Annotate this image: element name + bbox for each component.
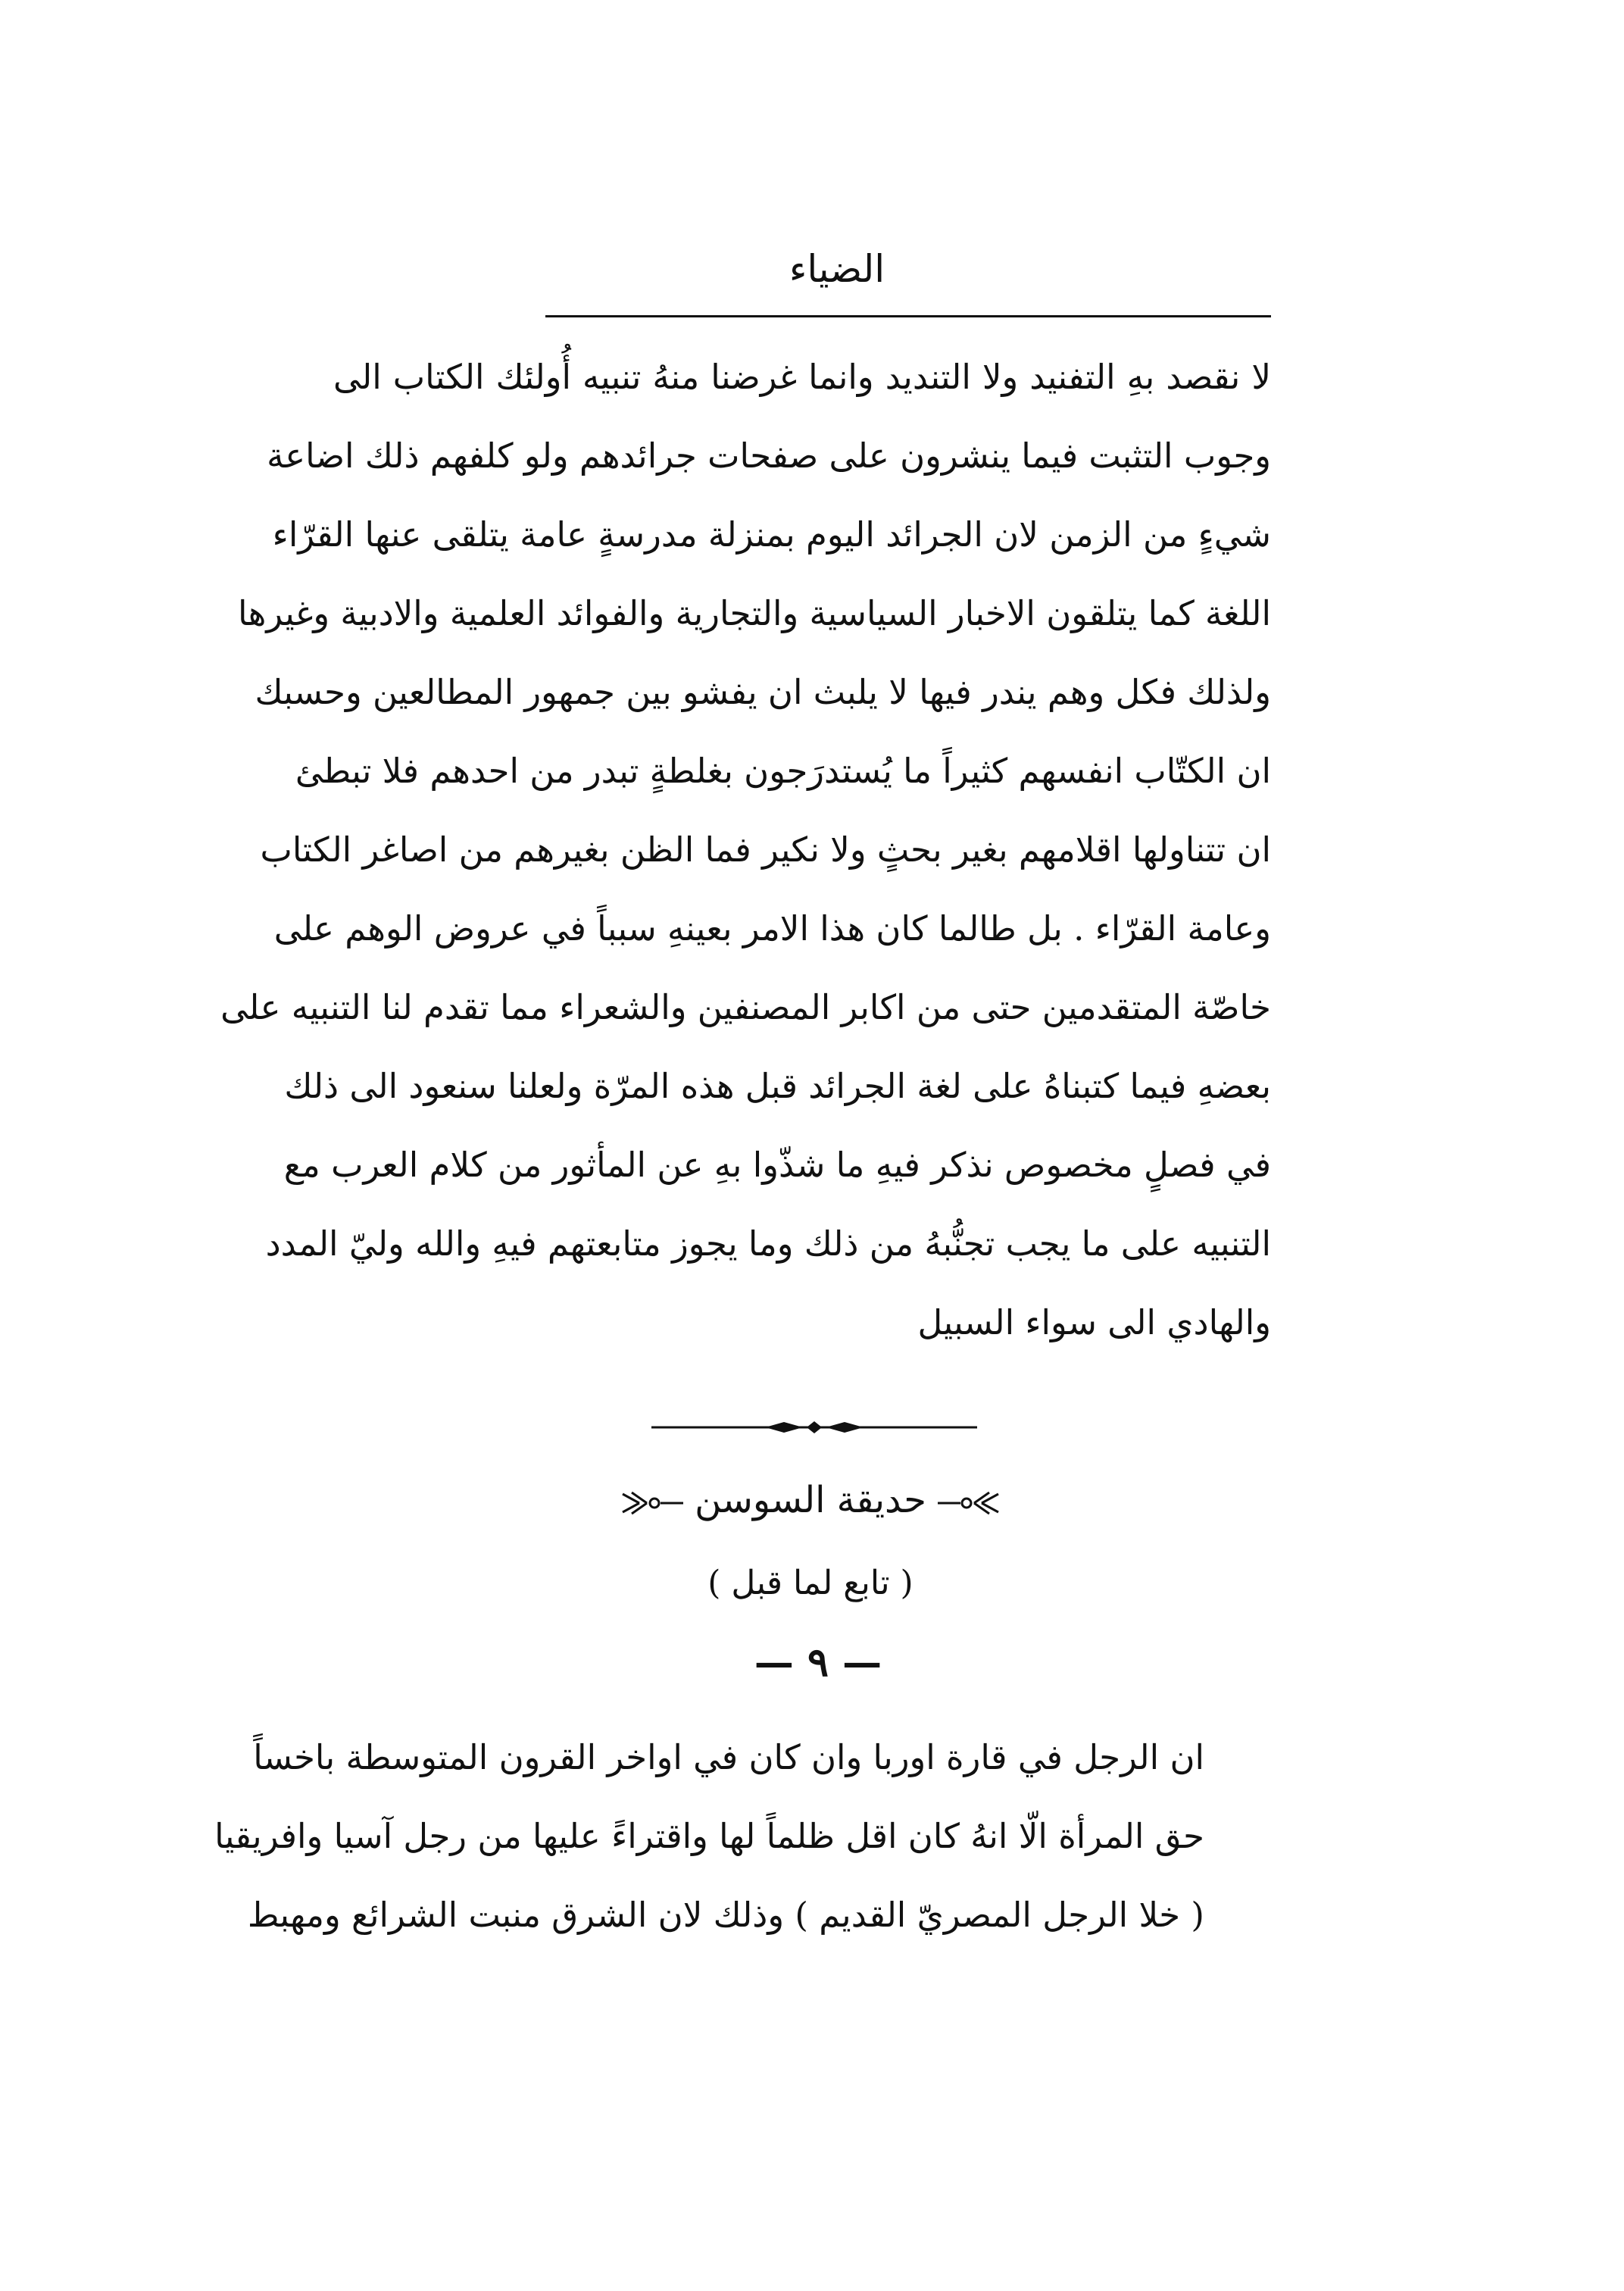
- text-line: والهادي الى سواء السبيل: [917, 1302, 1271, 1342]
- text-line: التنبيه على ما يجب تجنُّبهُ من ذلك وما يجوز متابعتهم فيهِ والله وليّ المدد: [265, 1224, 1271, 1264]
- text-line: بعضهِ فيما كتبناهُ على لغة الجرائد قبل هذه المرّة ولعلنا سنعود الى ذلك: [284, 1066, 1271, 1106]
- section-title-text: حديقة السوسن: [695, 1479, 926, 1521]
- chapter-number: — ٩ —: [754, 1639, 882, 1686]
- title-ornament-right: [938, 1488, 1006, 1518]
- running-head: الضياء: [789, 247, 885, 291]
- text-line: وعامة القرّاء . بل طالما كان هذا الامر بعينهِ سبباً في عروض الوهم على: [273, 908, 1271, 949]
- text-line: شيءٍ من الزمن لان الجرائد اليوم بمنزلة مدرسةٍ عامة يتلقى عنها القرّاء: [272, 514, 1271, 555]
- text-line: في فصلٍ مخصوص نذكر فيهِ ما شذّوا بهِ عن المأثور من كلام العرب مع: [283, 1145, 1271, 1185]
- text-line: لا نقصد بهِ التفنيد ولا التنديد وانما غرضنا منهُ تنبيه أُولئك الكتاب الى: [333, 357, 1271, 397]
- article-2-text: [214, 1720, 1204, 1962]
- text-line: اللغة كما يتلقون الاخبار السياسية والتجارية والفوائد العلمية والادبية وغيرها: [237, 593, 1271, 633]
- text-line: ولذلك فكل وهم يندر فيها لا يلبث ان يفشو بين جمهور المطالعين وحسبك: [255, 672, 1271, 712]
- text-line: ( خلا الرجل المصريّ القديم ) وذلك لان الشرق منبت الشرائع ومهبط: [247, 1895, 1204, 1935]
- text-line: ان الكتّاب انفسهم كثيراً ما يُستدرَجون بغلطةٍ تبدر من احدهم فلا تبطئ: [295, 751, 1271, 791]
- continued-note: ( تابع لما قبل ): [707, 1564, 914, 1602]
- header-rule: [545, 315, 1271, 317]
- text-line: حق المرأة الّا انهُ كان اقل ظلماً لها واقتراءً عليها من رجل آسيا وافريقيا: [214, 1816, 1204, 1856]
- text-line: خاصّة المتقدمين حتى من اكابر المصنفين والشعراء مما تقدم لنا التنبيه على: [220, 987, 1271, 1027]
- text-line: ان تتناولها اقلامهم بغير بحثٍ ولا نكير فما الظن بغيرهم من اصاغر الكتاب: [260, 830, 1271, 870]
- section-divider-ornament: [651, 1420, 977, 1435]
- section-title: [583, 1470, 1038, 1530]
- title-ornament-left: [615, 1488, 683, 1518]
- article-1-text: [220, 339, 1271, 1400]
- text-line: وجوب التثبت فيما ينشرون على صفحات جرائدهم ولو كلفهم ذلك اضاعة: [267, 436, 1271, 476]
- text-line: ان الرجل في قارة اوربا وان كان في اواخر القرون المتوسطة باخساً: [253, 1737, 1204, 1777]
